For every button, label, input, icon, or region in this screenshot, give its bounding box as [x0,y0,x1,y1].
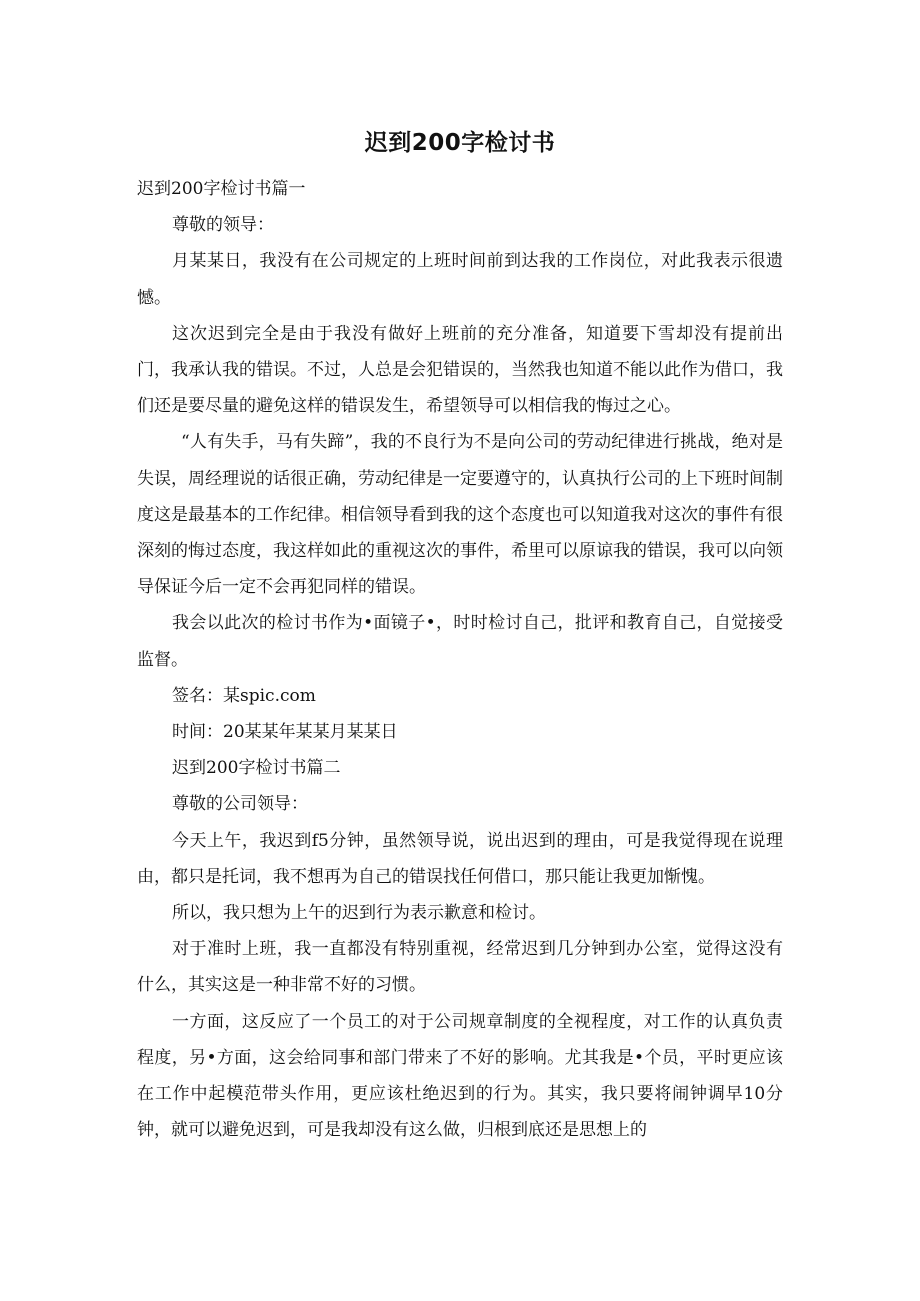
salutation-1: 尊敬的领导： [172,215,274,236]
section-heading-1: 迟到200字检讨书篇一 [137,179,306,199]
signature-line: 签名：某spic.com [172,685,316,706]
paragraph: 这次迟到完全是由于我没有做好上班前的充分准备，知道要下雪却没有提前出门，我承认我的错误。不过，人总是会犯错误的，当然我也知道不能以此作为借口，我们还是要尽量的避免这样的错误发生，希望领导可以相信我的悔过之心。 [137,323,783,417]
paragraph: 我会以此次的检讨书作为•面镜子•，时时检讨自己，批评和教育自己，自觉接受监督。 [137,613,783,670]
date-line: 时间：20某某年某某月某某日 [172,722,398,743]
paragraph: “人有失手，马有失蹄”，我的不良行为不是向公司的劳动纪律进行挑战，绝对是失误，周经理说的话很正确，劳动纪律是一定要遵守的，认真执行公司的上下班时间制度这是最基本的工作纪律。相信领导看到我的这个态度也可以知道我对这次的事件有很深刻的悔过态度，我这样如此的重视这次的事件，希里可以原谅我的错误，我可以向领导保证今后一定不会再犯同样的错误。 [137,432,783,598]
document-body [137,171,783,1148]
section-heading-2: 迟到200字检讨书篇二 [172,758,341,779]
paragraph: 所以，我只想为上午的迟到行为表示歉意和检讨。 [172,903,546,924]
salutation-2: 尊敬的公司领导： [172,794,308,815]
document-title: 迟到200字检讨书 [364,130,556,156]
paragraph: 今天上午，我迟到f5分钟，虽然领导说，说出迟到的理由，可是我觉得现在说理由，都只是托词，我不想再为自己的错误找任何借口，那只能让我更加惭愧。 [137,830,783,887]
paragraph: 对于准时上班，我一直都没有特别重视，经常迟到几分钟到办公室，觉得这没有什么，其实这是一种非常不好的习惯。 [137,939,783,996]
paragraph: 一方面，这反应了一个员工的对于公司规章制度的全视程度，对工作的认真负责程度，另•方面，这会给同事和部门带来了不好的影响。尤其我是•个员，平时更应该在工作中起模范带头作用，更应该杜绝迟到的行为。其实，我只要将闹钟调早10分钟，就可以避免迟到，可是我却没有这么做，归根到底还是思想上的 [137,1011,783,1141]
paragraph: 月某某日，我没有在公司规定的上班时间前到达我的工作岗位，对此我表示很遗憾。 [137,251,783,308]
